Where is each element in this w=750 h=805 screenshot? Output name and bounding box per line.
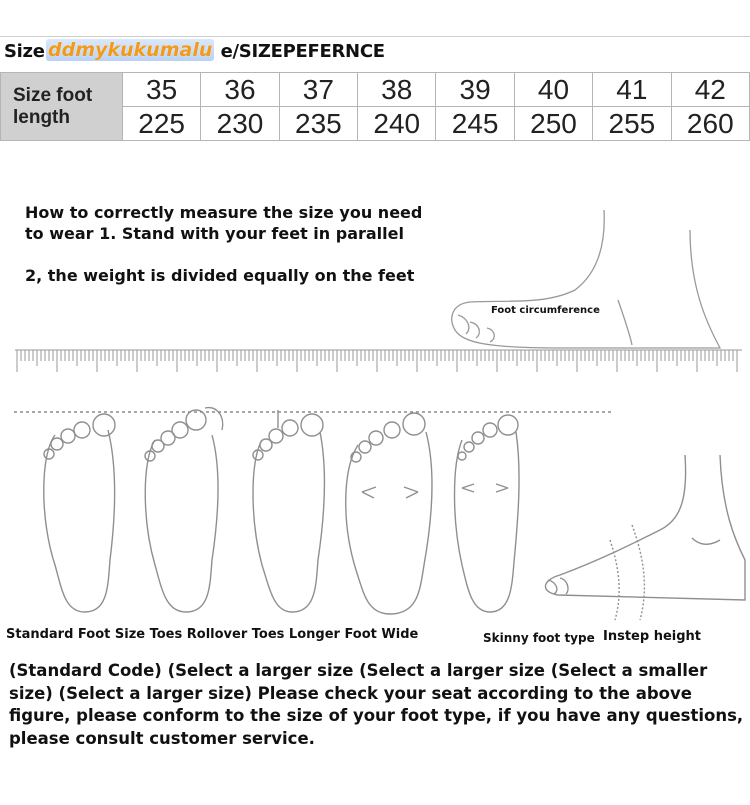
- size-cell: 42: [671, 73, 749, 107]
- length-cell: 225: [122, 107, 200, 141]
- skinny-foot-label: Skinny foot type: [483, 631, 595, 645]
- row-label: Size foot length: [1, 73, 123, 141]
- size-cell: 38: [358, 73, 436, 107]
- length-cell: 230: [201, 107, 279, 141]
- measure-instructions: How to correctly measure the size you need to wear 1. Stand with your feet in parallel: [25, 203, 423, 243]
- length-cell: 250: [514, 107, 592, 141]
- length-cell: 260: [671, 107, 749, 141]
- toes-rollover-foot-icon: [145, 408, 223, 612]
- size-cell: 36: [201, 73, 279, 107]
- instep-height-label: Instep height: [603, 629, 701, 644]
- length-cell: 245: [436, 107, 514, 141]
- size-cell: 40: [514, 73, 592, 107]
- ruler: [15, 350, 742, 372]
- header-prefix: Size: [4, 41, 45, 62]
- foot-wide-icon: [346, 413, 432, 614]
- header-suffix: e/SIZEPEFERNCE: [220, 41, 385, 62]
- size-cell: 39: [436, 73, 514, 107]
- standard-foot-icon: [44, 414, 115, 612]
- size-cell: 37: [279, 73, 357, 107]
- foot-types-label: Standard Foot Size Toes Rollover Toes Longer Foot Wide: [6, 627, 419, 642]
- toes-longer-foot-icon: [253, 410, 324, 612]
- size-cell: 41: [593, 73, 671, 107]
- length-cell: 235: [279, 107, 357, 141]
- length-cell: 240: [358, 107, 436, 141]
- size-advice-text: (Standard Code) (Select a larger size (Select a larger size (Select a smaller size) (Select a larger size) Please check your seat according to the above figure, please conform to the size of your foot type, if you have any questions, please consult customer service.: [9, 661, 744, 748]
- skinny-foot-icon: [455, 415, 520, 612]
- instep-foot-icon: [545, 455, 745, 620]
- weight-instruction: 2, the weight is divided equally on the feet: [25, 266, 415, 285]
- brand-watermark: ddmykukumalu: [48, 39, 213, 61]
- foot-circumference-label: Foot circumference: [491, 305, 600, 316]
- length-cell: 255: [593, 107, 671, 141]
- side-foot-illustration: [452, 210, 720, 348]
- size-cell: 35: [122, 73, 200, 107]
